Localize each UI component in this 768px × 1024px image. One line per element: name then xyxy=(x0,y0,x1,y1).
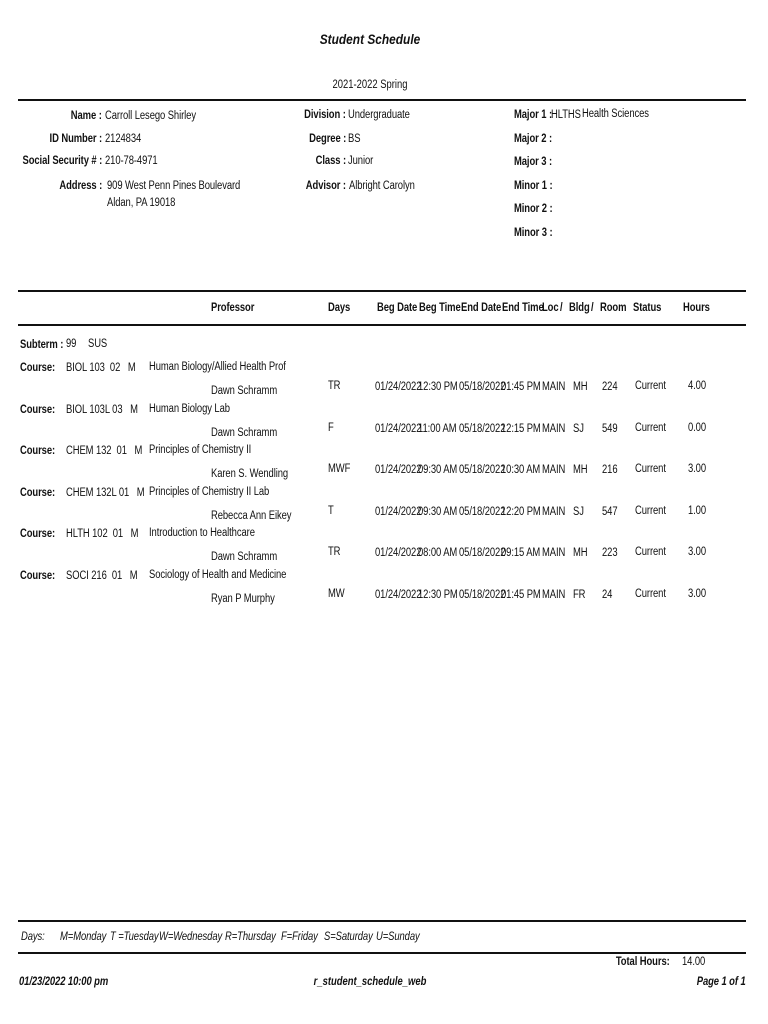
minor1-label: Minor 1 : xyxy=(514,180,553,192)
course-title: Principles of Chemistry II Lab xyxy=(149,485,270,498)
student-id: 2124834 xyxy=(105,133,142,145)
course-professor: Rebecca Ann Eikey xyxy=(211,509,292,522)
course-bldg: MH xyxy=(573,464,588,476)
course-beg-date: 01/24/2022 xyxy=(375,547,422,559)
days-legend-item: R=Thursday xyxy=(225,931,276,943)
col-sep-1: / xyxy=(560,302,563,314)
report-timestamp: 01/23/2022 10:00 pm xyxy=(19,976,109,988)
page-number: Page 1 of 1 xyxy=(697,976,746,988)
col-beg-time: Beg Time xyxy=(419,302,461,314)
subterm-label: Subterm : xyxy=(20,339,64,351)
course-days: MWF xyxy=(328,463,351,475)
course-hours: 3.00 xyxy=(687,546,706,558)
course-end-date: 05/18/2022 xyxy=(459,464,506,476)
course-room: 224 xyxy=(602,381,618,393)
days-legend-item: U=Sunday xyxy=(376,931,420,943)
course-loc: MAIN xyxy=(542,547,566,559)
ssn-label: Social Security # : xyxy=(22,155,102,167)
class-value: Junior xyxy=(348,155,374,167)
course-bldg: SJ xyxy=(573,422,584,435)
days-legend-item: W=Wednesday xyxy=(159,931,223,943)
course-beg-date: 01/24/2022 xyxy=(375,464,422,476)
course-end-date: 05/18/2022 xyxy=(459,505,506,518)
course-hours: 4.00 xyxy=(687,380,706,392)
course-beg-time: 12:30 PM xyxy=(418,381,458,393)
report-name: r_student_schedule_web xyxy=(313,976,427,988)
course-beg-date: 01/24/2022 xyxy=(375,588,422,601)
course-professor: Dawn Schramm xyxy=(211,551,278,563)
course-days: MW xyxy=(328,587,345,600)
major1-name: Health Sciences xyxy=(582,108,649,120)
division-value: Undergraduate xyxy=(348,109,410,121)
days-legend-item: S=Saturday xyxy=(324,931,373,943)
major1-label: Major 1 : xyxy=(514,109,553,121)
course-title: Introduction to Healthcare xyxy=(149,527,255,539)
course-days: T xyxy=(328,504,334,517)
major3-label: Major 3 : xyxy=(514,156,553,168)
minor3-label: Minor 3 : xyxy=(514,227,553,239)
advisor-value: Albright Carolyn xyxy=(349,180,415,192)
major2-label: Major 2 : xyxy=(514,133,553,145)
days-legend-item: T =Tuesday xyxy=(110,931,159,943)
course-code: CHEM 132L 01 M xyxy=(66,486,145,499)
course-code: SOCI 216 01 M xyxy=(66,569,138,582)
course-end-time: 09:15 AM xyxy=(501,547,541,559)
course-label: Course: xyxy=(20,445,56,457)
col-hours: Hours xyxy=(683,302,710,314)
col-end-date: End Date xyxy=(461,302,502,314)
col-professor: Professor xyxy=(211,302,255,314)
course-professor: Karen S. Wendling xyxy=(211,468,289,480)
col-sep-2: / xyxy=(591,302,594,314)
col-loc: Loc xyxy=(542,302,559,314)
degree-label: Degree : xyxy=(308,133,346,145)
course-beg-time: 11:00 AM xyxy=(418,422,457,435)
legend-bottom-rule xyxy=(18,952,746,954)
student-name: Carroll Lesego Shirley xyxy=(105,110,196,122)
course-bldg: MH xyxy=(573,547,588,559)
address-label: Address : xyxy=(59,180,102,192)
course-end-date: 05/18/2022 xyxy=(459,588,506,601)
course-hours: 3.00 xyxy=(687,463,706,475)
degree-value: BS xyxy=(348,133,361,145)
col-bldg: Bldg xyxy=(569,302,590,314)
course-beg-date: 01/24/2022 xyxy=(375,422,422,435)
table-header-rule xyxy=(18,324,746,326)
total-hours-label: Total Hours: xyxy=(616,956,670,968)
course-bldg: FR xyxy=(573,588,586,601)
course-beg-date: 01/24/2022 xyxy=(375,381,422,393)
course-status: Current xyxy=(635,546,666,558)
course-room: 216 xyxy=(602,464,618,476)
course-professor: Ryan P Murphy xyxy=(211,592,275,605)
course-title: Human Biology Lab xyxy=(149,402,230,415)
col-room: Room xyxy=(600,302,627,314)
course-status: Current xyxy=(635,504,666,517)
course-end-time: 12:20 PM xyxy=(501,505,541,518)
course-end-date: 05/18/2022 xyxy=(459,381,506,393)
col-status: Status xyxy=(633,302,662,314)
course-days: TR xyxy=(328,380,341,392)
major1-code: HLTHS xyxy=(551,109,581,121)
course-hours: 1.00 xyxy=(687,504,706,517)
course-end-time: 12:15 PM xyxy=(501,422,541,435)
course-loc: MAIN xyxy=(542,381,566,393)
course-end-time: 01:45 PM xyxy=(501,381,541,393)
division-label: Division : xyxy=(304,109,346,121)
course-beg-time: 12:30 PM xyxy=(418,588,458,601)
course-hours: 3.00 xyxy=(687,587,706,600)
course-title: Human Biology/Allied Health Prof xyxy=(149,361,286,373)
course-end-time: 01:45 PM xyxy=(501,588,541,601)
col-beg-date: Beg Date xyxy=(377,302,418,314)
col-end-time: End Time xyxy=(502,302,544,314)
course-label: Course: xyxy=(20,486,56,499)
course-code: HLTH 102 01 M xyxy=(66,528,139,540)
course-label: Course: xyxy=(20,403,56,416)
course-bldg: MH xyxy=(573,381,588,393)
term-label: 2021-2022 Spring xyxy=(332,79,408,91)
course-beg-time: 08:00 AM xyxy=(418,547,458,559)
course-status: Current xyxy=(635,421,666,434)
course-title: Sociology of Health and Medicine xyxy=(149,568,287,581)
class-label: Class : xyxy=(315,155,346,167)
page-title: Student Schedule xyxy=(319,31,421,47)
course-code: BIOL 103L 03 M xyxy=(66,403,138,416)
legend-top-rule xyxy=(18,920,746,922)
course-label: Course: xyxy=(20,569,56,582)
course-beg-time: 09:30 AM xyxy=(418,505,458,518)
name-label: Name : xyxy=(71,110,102,122)
course-room: 24 xyxy=(602,588,613,601)
course-loc: MAIN xyxy=(542,422,566,435)
course-label: Course: xyxy=(20,528,56,540)
course-label: Course: xyxy=(20,362,56,374)
course-code: CHEM 132 01 M xyxy=(66,445,143,457)
course-days: F xyxy=(328,421,334,434)
address-line-2: Aldan, PA 19018 xyxy=(107,197,176,209)
address-line-1: 909 West Penn Pines Boulevard xyxy=(107,180,241,192)
course-bldg: SJ xyxy=(573,505,584,518)
course-status: Current xyxy=(635,463,666,475)
course-room: 547 xyxy=(602,505,618,518)
course-end-date: 05/18/2022 xyxy=(459,547,506,559)
course-code: BIOL 103 02 M xyxy=(66,362,136,374)
course-end-date: 05/18/2022 xyxy=(459,422,506,435)
course-loc: MAIN xyxy=(542,505,566,518)
header-rule xyxy=(18,99,746,101)
total-hours-value: 14.00 xyxy=(682,956,706,968)
advisor-label: Advisor : xyxy=(305,180,346,192)
course-end-time: 10:30 AM xyxy=(501,464,541,476)
course-professor: Dawn Schramm xyxy=(211,385,278,397)
course-beg-date: 01/24/2022 xyxy=(375,505,422,518)
subterm-code: 99 xyxy=(66,338,77,350)
course-loc: MAIN xyxy=(542,588,566,601)
subterm-name: SUS xyxy=(88,338,108,350)
course-status: Current xyxy=(635,587,666,600)
course-loc: MAIN xyxy=(542,464,566,476)
days-legend-item: F=Friday xyxy=(281,931,318,943)
id-label: ID Number : xyxy=(49,133,102,145)
days-legend-label: Days: xyxy=(21,931,45,943)
course-room: 223 xyxy=(602,547,618,559)
course-hours: 0.00 xyxy=(687,421,706,434)
table-top-rule xyxy=(18,290,746,292)
days-legend-item: M=Monday xyxy=(60,931,107,943)
minor2-label: Minor 2 : xyxy=(514,203,553,215)
course-professor: Dawn Schramm xyxy=(211,426,278,439)
course-title: Principles of Chemistry II xyxy=(149,444,252,456)
course-status: Current xyxy=(635,380,666,392)
student-ssn: 210-78-4971 xyxy=(105,155,158,167)
course-beg-time: 09:30 AM xyxy=(418,464,458,476)
course-days: TR xyxy=(328,546,341,558)
course-room: 549 xyxy=(602,422,618,435)
col-days: Days xyxy=(328,302,351,314)
